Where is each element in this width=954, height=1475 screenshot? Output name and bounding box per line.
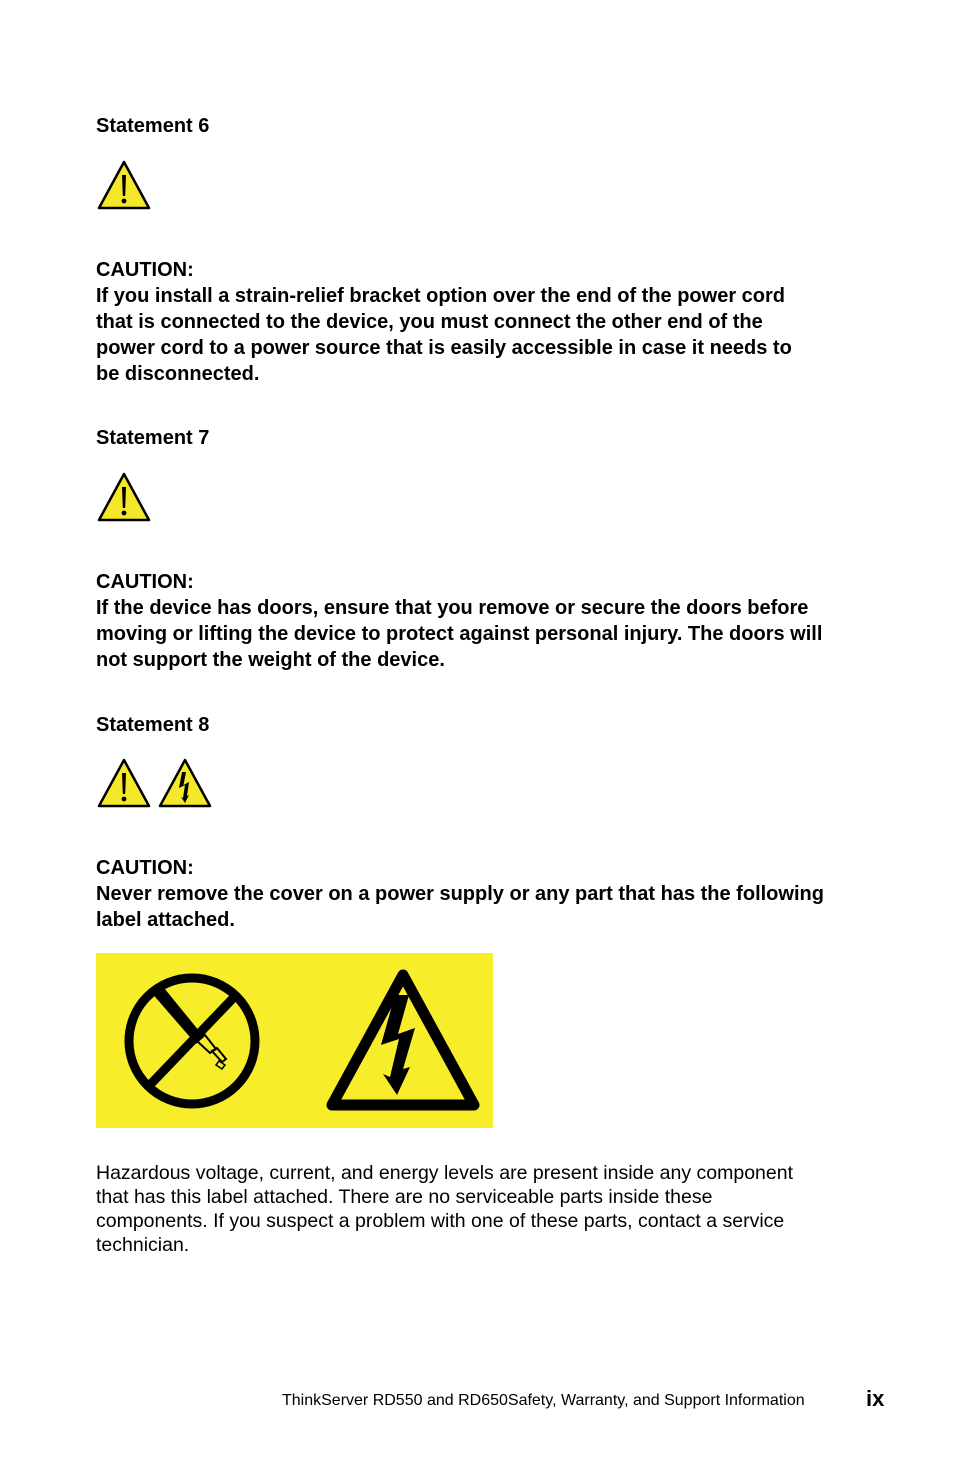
caution-triangle-icon [97, 472, 151, 522]
statement-6-heading: Statement 6 [96, 115, 210, 137]
page-number: ix [866, 1386, 885, 1411]
caution-label: CAUTION: [96, 259, 194, 281]
caution-line: that is connected to the device, you must connect the other end of the [96, 311, 763, 333]
electrical-hazard-icon [332, 975, 474, 1105]
no-tools-icon [129, 978, 255, 1104]
paragraph-line: components. If you suspect a problem with one of these parts, contact a service [96, 1210, 785, 1232]
statement-7-heading: Statement 7 [96, 427, 210, 449]
footer-title: ThinkServer RD550 and RD650Safety, Warranty, and Support Information [282, 1392, 805, 1409]
caution-line: power cord to a power source that is easily accessible in case it needs to [96, 337, 792, 359]
caution-line: If the device has doors, ensure that you remove or secure the doors before [96, 597, 809, 619]
electrical-hazard-icon [158, 758, 212, 808]
caution-line: If you install a strain-relief bracket option over the end of the power cord [96, 285, 786, 307]
paragraph-line: that has this label attached. There are no serviceable parts inside these [96, 1186, 713, 1208]
caution-text-statement-6 [96, 283, 896, 387]
caution-label: CAUTION: [96, 857, 194, 879]
hazard-paragraph [96, 1161, 896, 1257]
caution-triangle-icon [97, 160, 151, 210]
caution-line: be disconnected. [96, 363, 260, 385]
paragraph-line: Hazardous voltage, current, and energy levels are present inside any component [96, 1162, 793, 1184]
caution-text-statement-8 [96, 881, 896, 933]
caution-triangle-icon [97, 758, 151, 808]
caution-text-statement-7 [96, 595, 896, 673]
caution-line: not support the weight of the device. [96, 649, 445, 671]
caution-line: Never remove the cover on a power supply or any part that has the following [96, 883, 824, 905]
caution-line: moving or lifting the device to protect against personal injury. The doors will [96, 623, 823, 645]
paragraph-line: technician. [96, 1234, 190, 1256]
hazard-label-panel [96, 953, 493, 1128]
caution-label: CAUTION: [96, 571, 194, 593]
caution-line: label attached. [96, 909, 235, 931]
statement-8-heading: Statement 8 [96, 714, 210, 736]
